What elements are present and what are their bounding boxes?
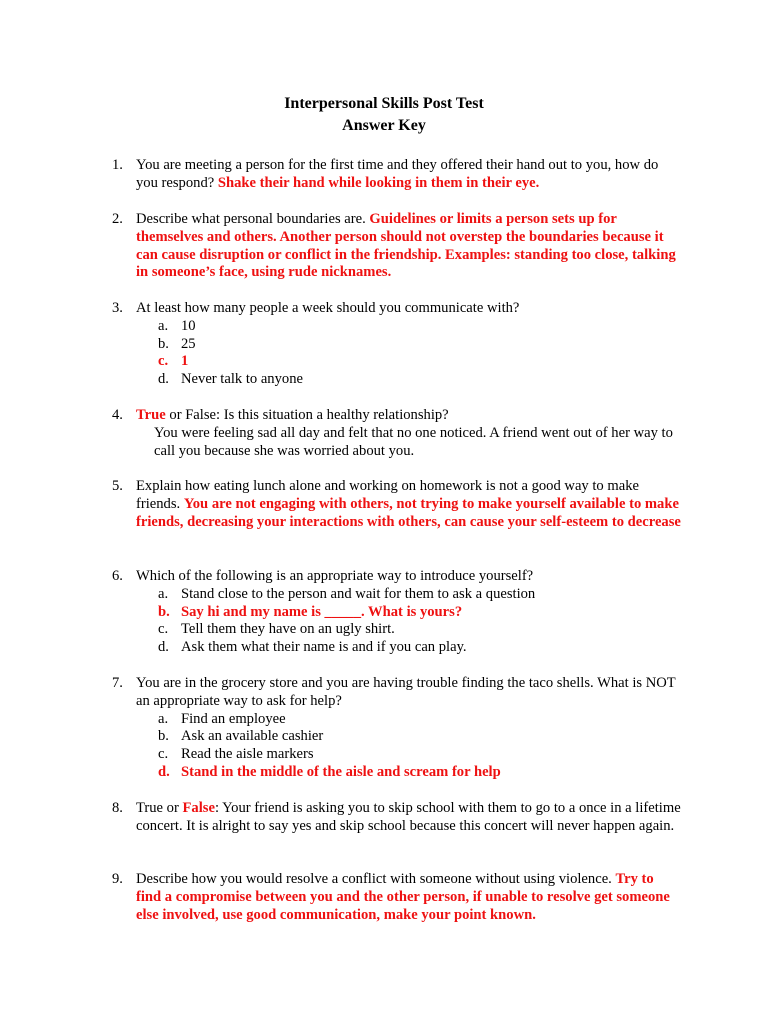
option-c-correct: c. 1: [158, 353, 189, 370]
question-7: [112, 675, 682, 782]
question-prefix: True or: [136, 800, 179, 816]
question-number: 4.: [112, 407, 123, 423]
question-text: Describe what personal boundaries are.: [136, 211, 366, 227]
option-a: a. 10: [158, 317, 196, 334]
question-text: Explain how eating lunch alone and working on homework is not a good way to make friends.: [136, 478, 639, 512]
question-text: You are in the grocery store and you are having trouble finding the taco shells. What is NOT an appropriate way to ask for help?: [136, 675, 676, 709]
question-text: Describe how you would resolve a conflict with someone without using violence.: [136, 871, 612, 887]
question-number: 5.: [112, 478, 123, 494]
option-b-correct: b. Say hi and my name is _____. What is yours?: [158, 603, 463, 620]
question-number: 1.: [112, 157, 123, 173]
question-number: 6.: [112, 568, 123, 584]
question-2: [112, 211, 682, 282]
question-1: [112, 157, 682, 193]
question-4: [112, 407, 682, 460]
question-8: [112, 800, 682, 836]
question-number: 8.: [112, 800, 123, 816]
scenario-text: You were feeling sad all day and felt that no one noticed. A friend went out of her way to call you because she was worried about you.: [154, 424, 673, 459]
answer-text: Try to find a compromise between you and the other person, if unable to resolve get someone else involved, use good communication, make your point known.: [136, 871, 670, 923]
question-number: 2.: [112, 211, 123, 227]
option-a: a. Find an employee: [158, 710, 286, 727]
option-list: [112, 318, 682, 389]
answer-word: False: [182, 800, 215, 816]
question-number: 3.: [112, 300, 123, 316]
option-d: d. Never talk to anyone: [158, 371, 303, 388]
answer-text: Guidelines or limits a person sets up for themselves and others. Another person should not overstep the boundaries because it can cause disruption or conflict in the friendship. Examples: standing too close, talking in someone’s face, using rude nicknames.: [136, 211, 676, 281]
option-list: [112, 711, 682, 782]
document-subtitle: Answer Key: [342, 117, 426, 134]
question-text: Which of the following is an appropriate way to introduce yourself?: [136, 568, 534, 584]
option-b: b. Ask an available cashier: [158, 728, 324, 745]
question-text: or False: Is this situation a healthy relationship?: [169, 407, 449, 423]
question-text: : Your friend is asking you to skip school with them to go to a once in a lifetime concert. It is alright to say yes and skip school because this concert will never happen again.: [136, 800, 681, 834]
option-c: c. Tell them they have on an ugly shirt.: [158, 621, 395, 638]
question-text: You are meeting a person for the first time and they offered their hand out to you, how do you respond?: [136, 157, 659, 191]
option-b: b. 25: [158, 335, 196, 352]
question-3: [112, 300, 682, 389]
option-d: d. Ask them what their name is and if you can play.: [158, 639, 467, 656]
option-list: [112, 586, 682, 657]
answer-word: True: [136, 407, 166, 423]
document-title: Interpersonal Skills Post Test: [284, 95, 484, 112]
question-5: [112, 478, 682, 531]
question-9: [112, 871, 682, 924]
option-a: a. Stand close to the person and wait for them to ask a question: [158, 585, 536, 602]
question-number: 9.: [112, 871, 123, 887]
option-d-correct: d. Stand in the middle of the aisle and scream for help: [158, 763, 501, 780]
answer-text: You are not engaging with others, not trying to make yourself available to make friends, decreasing your interactions with others, can cause your self-esteem to decrease: [136, 495, 681, 530]
question-6: [112, 568, 682, 657]
option-c: c. Read the aisle markers: [158, 746, 314, 763]
question-number: 7.: [112, 675, 123, 691]
question-text: At least how many people a week should you communicate with?: [136, 300, 520, 316]
answer-text: Shake their hand while looking in them in their eye.: [217, 174, 540, 191]
